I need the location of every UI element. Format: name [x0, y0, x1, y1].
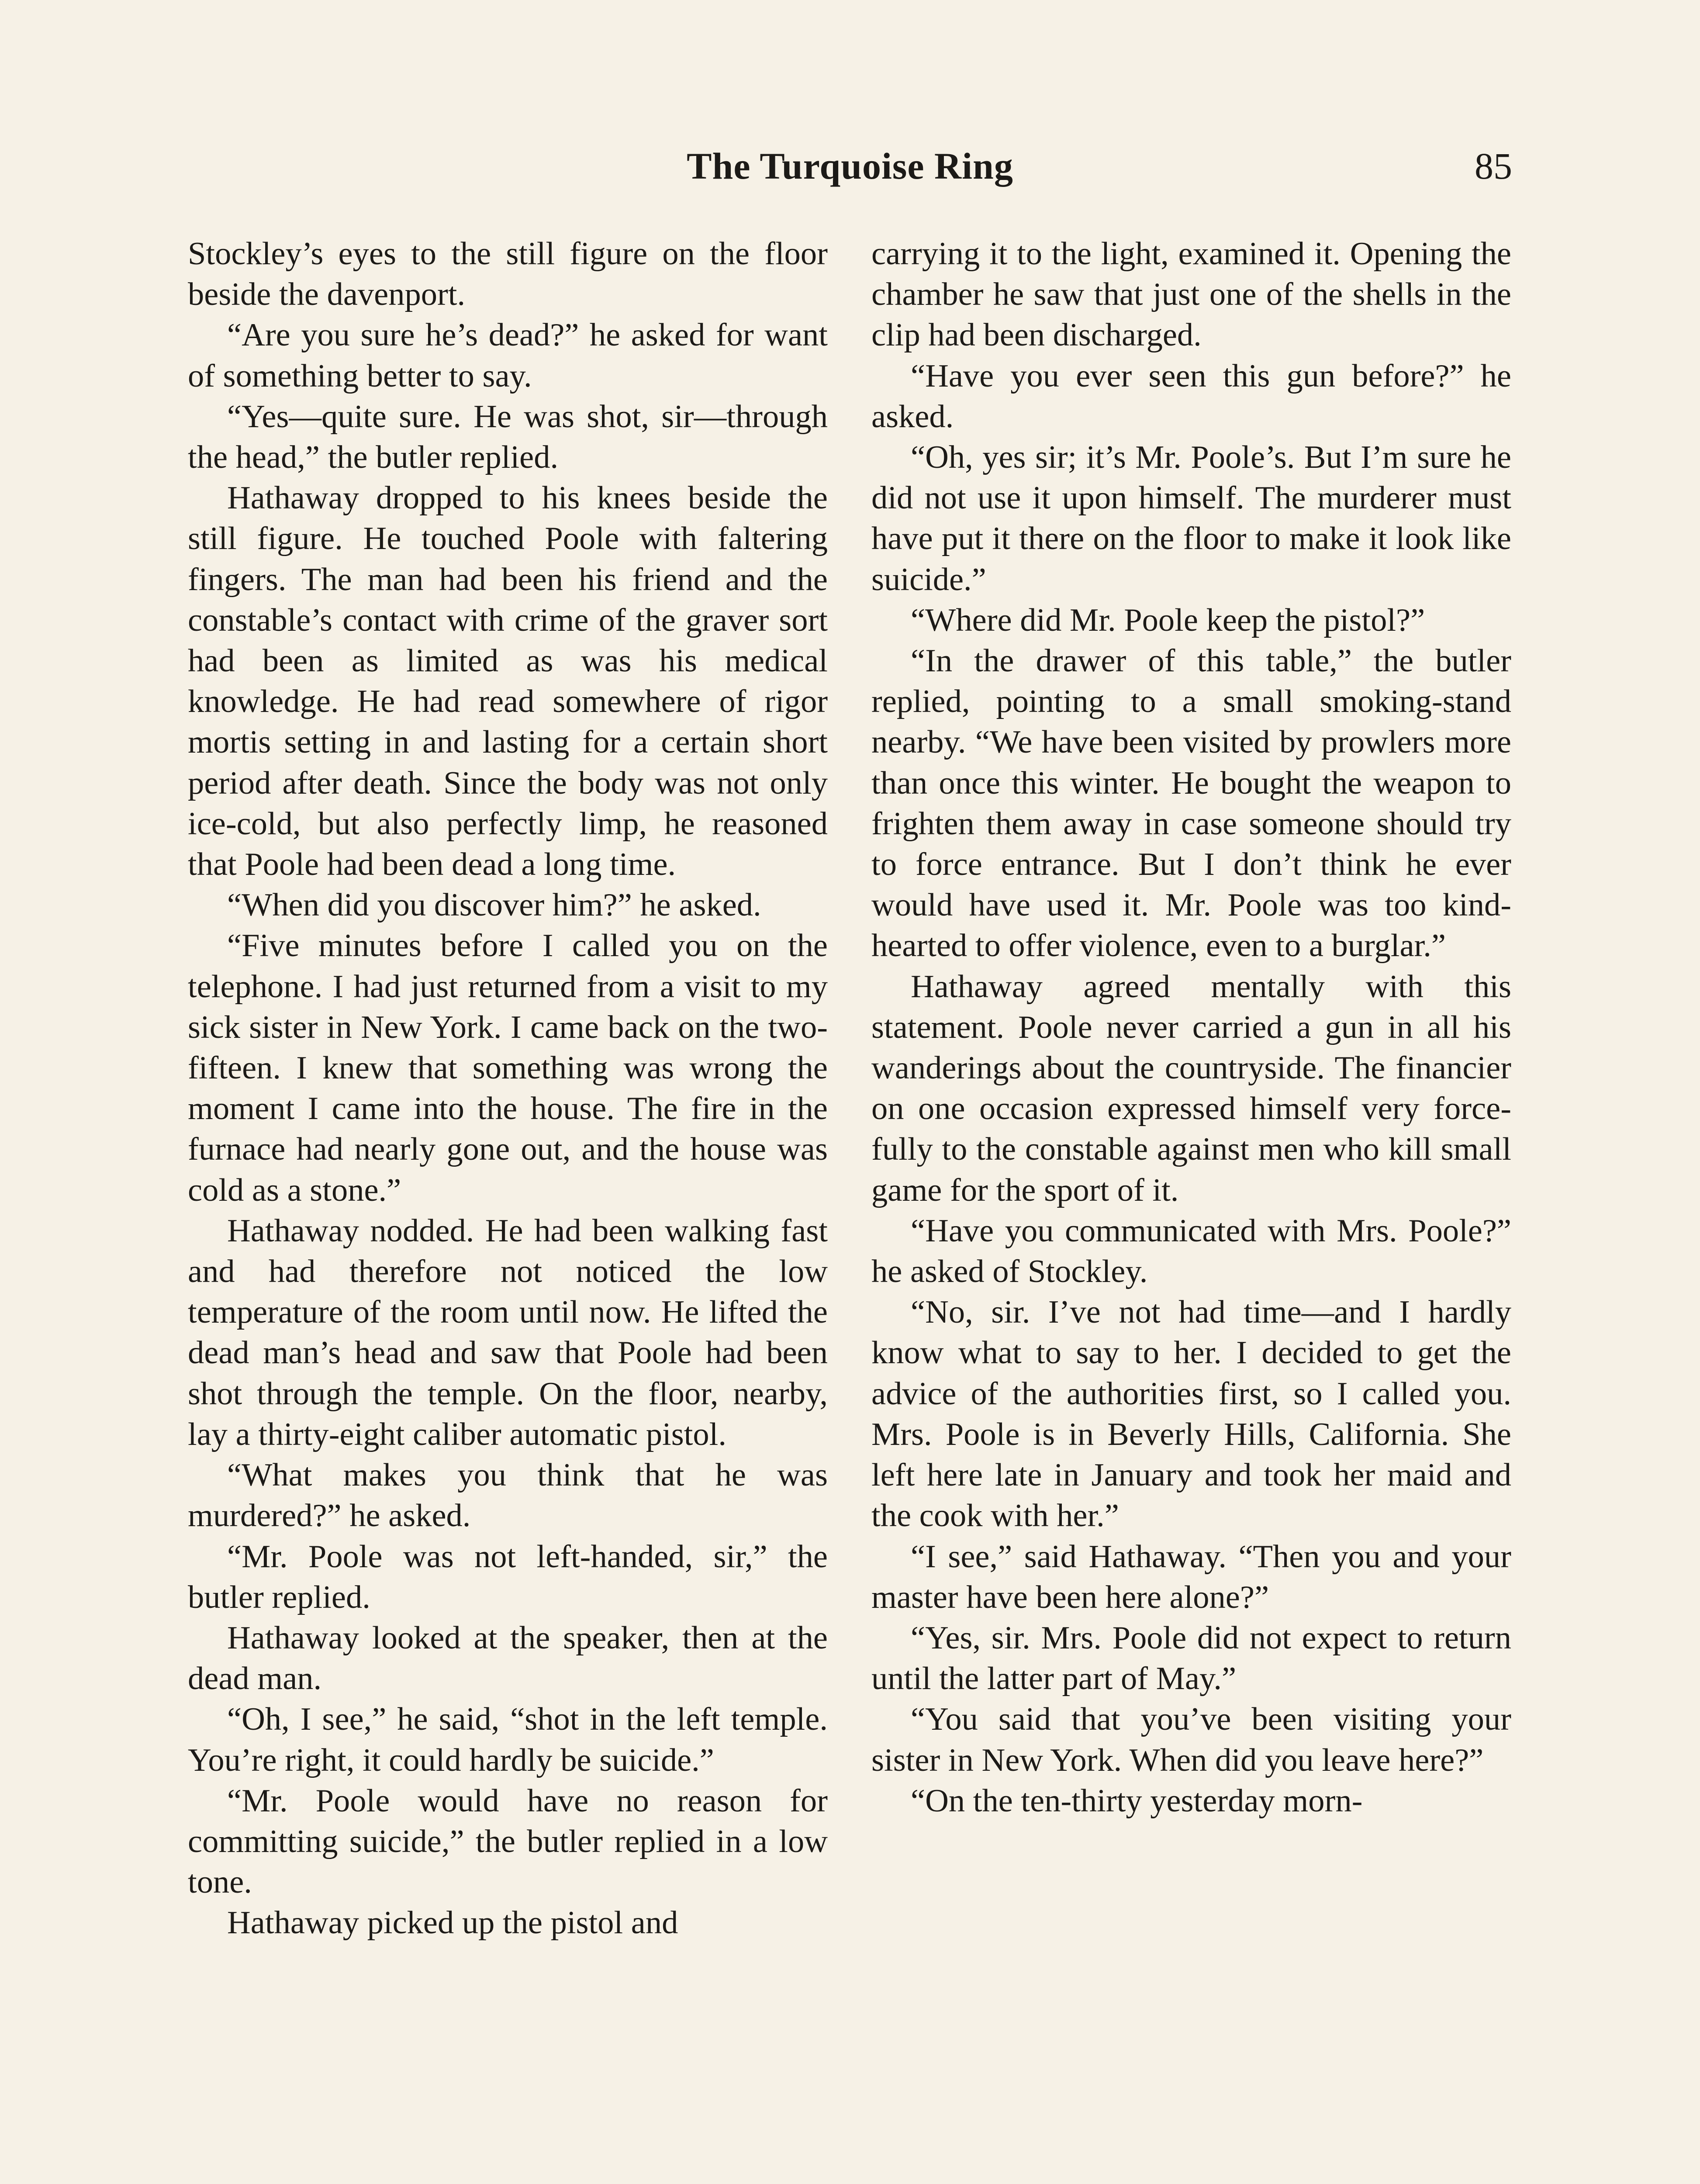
- paragraph: “Oh, yes sir; it’s Mr. Poole’s. But I’m sure he did not use it upon himself. The murderer must have put it there on the floor to make it look like suicide.”: [871, 439, 1511, 598]
- left-text-column: [188, 234, 828, 1944]
- paragraph: “Have you communicated with Mrs. Poole?” he asked of Stockley.: [871, 1213, 1511, 1290]
- paragraph: “I see,” said Hathaway. “Then you and your master have been here alone?”: [871, 1538, 1511, 1615]
- paragraph: Hathaway picked up the pistol and: [227, 1905, 678, 1941]
- right-text-column: [871, 234, 1511, 1821]
- paragraph: carrying it to the light, examined it. Opening the chamber he saw that just one of the shells in the clip had been discharged.: [871, 236, 1511, 353]
- paragraph: Hathaway agreed mentally with this statement. Poole never carried a gun in all his wanderings about the countryside. The financier on one occasion expressed himself very forcefully to the constable against men who kill small game for the sport of it.: [871, 968, 1511, 1208]
- paragraph: “What makes you think that he was murdered?” he asked.: [188, 1457, 828, 1534]
- page-number: 85: [1475, 145, 1512, 187]
- paragraph: “Have you ever seen this gun before?” he asked.: [871, 358, 1511, 435]
- paragraph: “Yes—quite sure. He was shot, sir—through the head,” the butler replied.: [188, 398, 828, 476]
- paragraph: “Mr. Poole was not left-handed, sir,” the butler replied.: [188, 1538, 828, 1615]
- paragraph: Hathaway nodded. He had been walking fast and had therefore not noticed the low temperature of the room until now. He lifted the dead man’s head and saw that Poole had been shot through the temple. On the floor, nearby, lay a thirty-eight caliber automatic pistol.: [188, 1213, 828, 1452]
- paragraph: Hathaway dropped to his knees beside the still figure. He touched Poole with faltering fingers. The man had been his friend and the constable’s contact with crime of the graver sort had been as limited as was his medical knowledge. He had read somewhere of rigor mortis setting in and lasting for a certain short period after death. Since the body was not only ice-cold, but also perfectly limp, he reasoned that Poole had been dead a long time.: [188, 480, 828, 883]
- paragraph: “When did you discover him?” he asked.: [227, 887, 761, 923]
- paragraph: “No, sir. I’ve not had time—and I hardly know what to say to her. I decided to get the advice of the authorities first, so I called you. Mrs. Poole is in Beverly Hills, California. She left here late in January and took her maid and the cook with her.”: [871, 1294, 1511, 1534]
- paragraph: “Where did Mr. Poole keep the pistol?”: [911, 602, 1425, 638]
- paragraph: “Are you sure he’s dead?” he asked for want of something better to say.: [188, 317, 828, 394]
- running-title: The Turquoise Ring: [687, 145, 1013, 187]
- paragraph: “On the ten-thirty yesterday morn-: [911, 1783, 1363, 1819]
- paragraph: “Mr. Poole would have no reason for committing suicide,” the butler replied in a low tone.: [188, 1783, 828, 1901]
- paragraph: “You said that you’ve been visiting your sister in New York. When did you leave here?”: [871, 1701, 1511, 1778]
- paragraph: “Oh, I see,” he said, “shot in the left temple. You’re right, it could hardly be suicide.”: [188, 1701, 828, 1778]
- paragraph: “Five minutes before I called you on the telephone. I had just returned from a visit to my sick sister in New York. I came back on the two-fifteen. I knew that something was wrong the moment I came into the house. The fire in the furnace had nearly gone out, and the house was cold as a stone.”: [188, 928, 828, 1208]
- paragraph: “In the drawer of this table,” the butler replied, pointing to a small smoking-stand nearby. “We have been visited by prowlers more than once this winter. He bought the weapon to frighten them away in case someone should try to force entrance. But I don’t think he ever would have used it. Mr. Poole was too kind-hearted to offer violence, even to a burglar.”: [871, 643, 1511, 964]
- paragraph: “Yes, sir. Mrs. Poole did not expect to return until the latter part of May.”: [871, 1620, 1511, 1697]
- paragraph: Hathaway looked at the speaker, then at the dead man.: [188, 1620, 828, 1697]
- running-head: [0, 144, 1700, 205]
- paragraph: Stockley’s eyes to the still figure on the floor beside the davenport.: [188, 236, 828, 313]
